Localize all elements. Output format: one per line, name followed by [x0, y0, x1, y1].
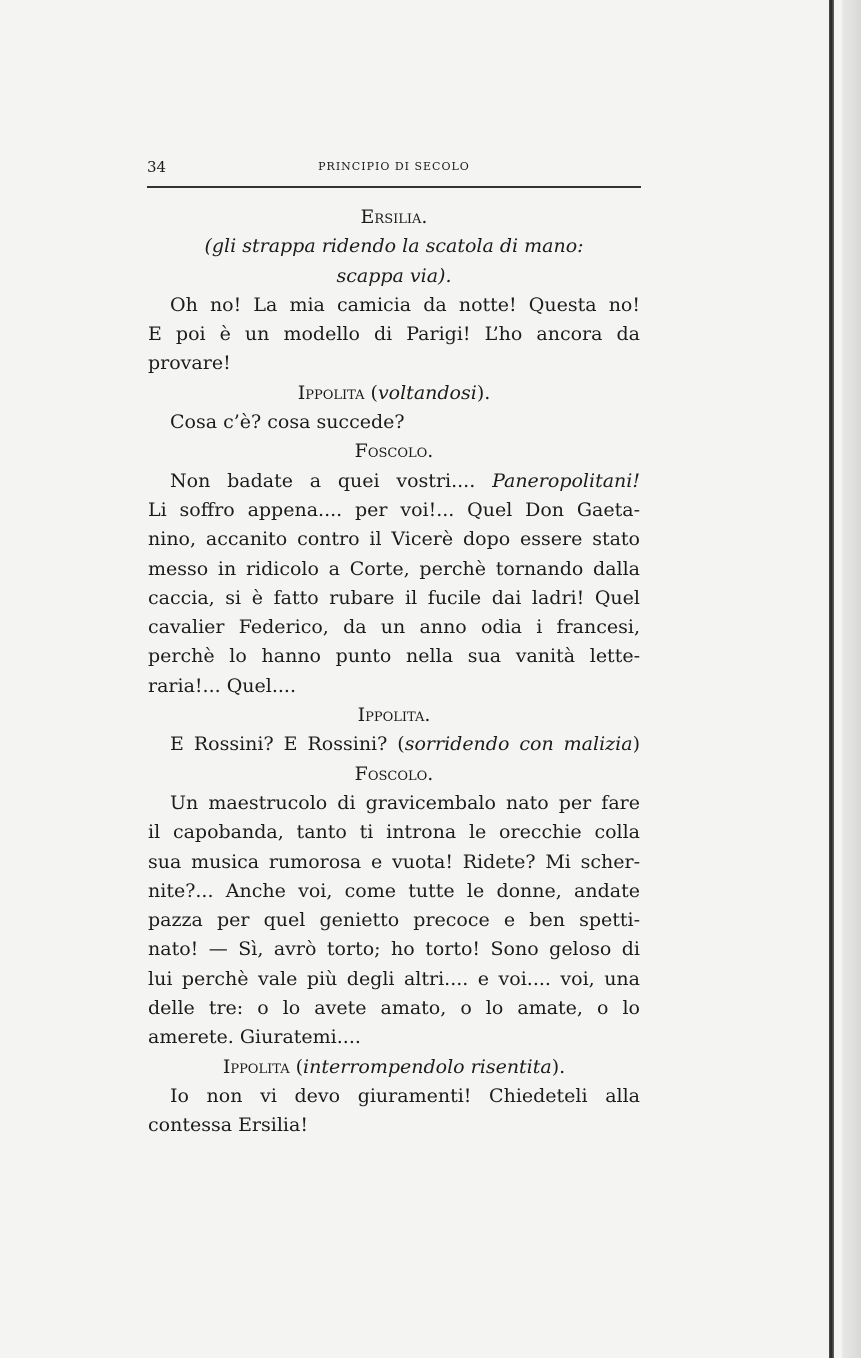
speaker-or-direction-line: [148, 379, 640, 408]
text-line: [148, 965, 640, 994]
speaker-or-direction-line: [148, 701, 640, 730]
text-span: ).: [551, 1055, 566, 1078]
text-line: [148, 1023, 640, 1052]
text-line: [148, 672, 640, 701]
page-number: 34: [147, 158, 167, 176]
speaker-or-direction-line: [148, 203, 640, 232]
text-span: provare!: [148, 352, 231, 375]
text-span: (: [364, 381, 378, 404]
text-span: Io non vi devo giuramenti! Chiedeteli alla: [170, 1084, 640, 1107]
speaker-name: Foscolo.: [354, 440, 434, 463]
header-rule: [147, 186, 641, 188]
text-span: ).: [476, 381, 491, 404]
text-line: [148, 994, 640, 1023]
text-span: nino, accanito contro il Vicerè dopo essere stato: [148, 528, 640, 551]
text-line: [148, 291, 640, 320]
text-span: (: [289, 1055, 304, 1078]
text-line: [148, 848, 640, 877]
text-line: [148, 730, 640, 759]
body-text: [148, 203, 640, 1141]
text-line: [148, 642, 640, 671]
text-span: pazza per quel genietto precoce e ben spetti-: [148, 909, 640, 932]
adjacent-page-edge: [842, 0, 861, 1358]
text-span: amerete. Giuratemi....: [148, 1026, 361, 1049]
text-span: caccia, si è fatto rubare il fucile dai ladri! Quel: [148, 586, 640, 609]
speaker-name: Ippolita: [222, 1055, 290, 1078]
text-line: [148, 555, 640, 584]
speaker-name: Foscolo.: [354, 762, 434, 785]
text-span: contessa Ersilia!: [148, 1114, 308, 1137]
text-line: [148, 906, 640, 935]
speaker-or-direction-line: [148, 262, 640, 291]
text-span: perchè lo hanno punto nella sua vanità lette-: [148, 645, 640, 668]
text-line: [148, 584, 640, 613]
text-line: [148, 408, 640, 437]
stage-direction: (gli strappa ridendo la scatola di mano:: [204, 235, 584, 258]
text-span: lui perchè vale più degli altri.... e voi.... voi, una: [148, 967, 640, 990]
speaker-or-direction-line: [148, 760, 640, 789]
page-header: [147, 158, 641, 180]
text-span: Non badate a quei vostri....: [170, 469, 493, 492]
text-span: ): [632, 733, 640, 756]
text-line: [148, 525, 640, 554]
text-span: messo in ridicolo a Corte, perchè tornando dalla: [148, 557, 640, 580]
text-span: nite?... Anche voi, come tutte le donne, andate: [148, 879, 640, 902]
speaker-or-direction-line: [148, 437, 640, 466]
text-line: [148, 789, 640, 818]
stage-direction: Paneropolitani!: [492, 469, 640, 492]
text-line: [148, 877, 640, 906]
text-line: [148, 818, 640, 847]
page-binding-edge: [829, 0, 834, 1358]
text-span: cavalier Federico, da un anno odia i francesi,: [148, 616, 640, 639]
text-line: [148, 1111, 640, 1140]
stage-direction: voltandosi: [377, 381, 477, 404]
text-span: delle tre: o lo avete amato, o lo amate, o lo: [148, 997, 640, 1020]
text-span: Cosa c’è? cosa succede?: [170, 411, 405, 434]
text-line: [148, 320, 640, 349]
text-line: [148, 496, 640, 525]
text-line: [148, 1082, 640, 1111]
text-span: Oh no! La mia camicia da notte! Questa no!: [170, 293, 640, 316]
speaker-name: Ippolita: [297, 381, 365, 404]
speaker-name: Ippolita.: [357, 704, 431, 727]
speaker-or-direction-line: [148, 232, 640, 261]
stage-direction: sorridendo con malizia: [404, 733, 633, 756]
text-line: [148, 467, 640, 496]
text-span: E Rossini? E Rossini? (: [170, 733, 405, 756]
text-span: E poi è un modello di Parigi! L’ho ancora da: [148, 323, 640, 346]
text-span: nato! — Sì, avrò torto; ho torto! Sono geloso di: [148, 938, 640, 961]
text-line: [148, 613, 640, 642]
text-span: sua musica rumorosa e vuota! Ridete? Mi scher-: [148, 850, 640, 873]
text-line: [148, 349, 640, 378]
stage-direction: interrompendolo risentita: [303, 1055, 552, 1078]
text-span: Li soffro appena.... per voi!... Quel Don Gaeta-: [148, 498, 640, 521]
speaker-name: Ersilia.: [360, 206, 428, 228]
speaker-or-direction-line: [148, 1053, 640, 1082]
text-span: raria!... Quel....: [148, 674, 296, 697]
text-span: Un maestrucolo di gravicembalo nato per fare: [170, 791, 640, 814]
text-line: [148, 935, 640, 964]
text-span: il capobanda, tanto ti introna le orecchie colla: [148, 821, 640, 844]
stage-direction: scappa via).: [336, 264, 452, 287]
running-head: PRINCIPIO DI SECOLO: [318, 160, 470, 173]
